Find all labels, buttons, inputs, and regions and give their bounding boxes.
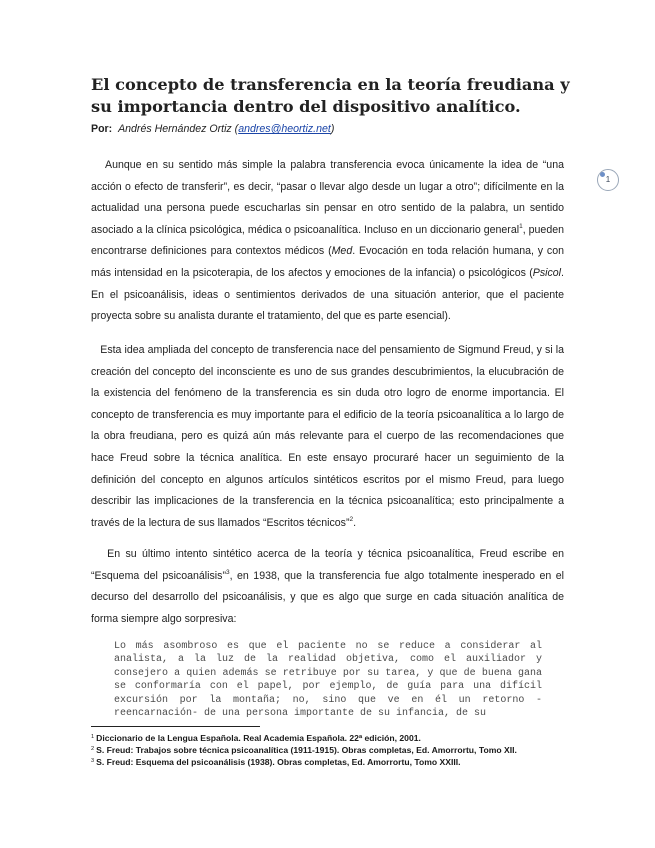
footnote-ref-1[interactable]: 1 xyxy=(519,222,523,230)
page-number-badge-icon[interactable] xyxy=(597,169,619,191)
footnote-2-number: 2 xyxy=(91,746,95,752)
paragraph-1-text-d: . En el psicoanálisis, ideas o sentimientos derivados de una situación anterior, que el paciente proyecta sobre su analista durante el tratamiento, del que es parte esencial). xyxy=(91,266,564,323)
footnote-1-text: Diccionario de la Lengua Española. Real Academia Española. 22ª edición, 2001. xyxy=(96,733,421,743)
byline-close: ) xyxy=(330,123,335,135)
block-quote: Lo más asombroso es que el paciente no se reduce a considerar al analista, a la luz de la realidad objetiva, como el auxiliador y consejero a quien además se retribuye por su tarea, y que de buena gana se conformaría con el papel, por ejemplo, de guía para una difícil excursión por la montaña; no, sino que ve en él un retorno -reencarnación- de una persona importante de su infancia, de su xyxy=(114,641,542,720)
paragraph-2-text-b: . xyxy=(353,516,357,529)
footnote-3-text: S. Freud: Esquema del psicoanálisis (1938). Obras completas, Ed. Amorrortu, Tomo XXIII. xyxy=(96,757,461,767)
byline xyxy=(91,122,334,136)
paragraph-1-em-psicol: Psicol xyxy=(532,266,562,279)
footnote-2-text: S. Freud: Trabajos sobre técnica psicoanalítica (1911-1915). Obras completas, Ed. Amorrortu, Tomo XII. xyxy=(96,745,517,755)
footnote-3-number: 3 xyxy=(91,758,95,764)
paragraph-1-text-b: , pueden encontrarse definiciones para contextos médicos ( xyxy=(91,223,565,258)
paragraph-2-text-a: Esta idea ampliada del concepto de transferencia nace del pensamiento de Sigmund Freud, y si la creación del concepto del inconsciente es uno de sus grandes descubrimientos, la elucubración de la existencia del fenómeno de la transferencia es sin duda otro logro de enorme importancia. El concepto de transferencia es muy importante para el edificio de la teoría psicoanalítica a lo largo de la obra freudiana, pero es quizá aún más relevante para el cuerpo de las recomendaciones que hace Freud sobre la técnica analítica. En este ensayo procuraré hacer un seguimiento de la definición del concepto en algunos artículos sintéticos escritos por el mismo Freud, para luego describir las implicaciones de la transferencia en la técnica psicoanalítica; esto principalmente a través de la lectura de sus llamados “Escritos técnicos” xyxy=(91,344,564,529)
author-email-link[interactable]: andres@heortiz.net xyxy=(238,123,331,135)
footnote-1-number: 1 xyxy=(91,734,95,740)
paragraph-3-text-b: , en 1938, que la transferencia fue algo totalmente inesperado en el decurso del desarrollo del psicoanálisis, y que es algo que surge en cada situación analítica de forma siempre algo sorpresiva: xyxy=(91,569,564,625)
footnote-ref-2[interactable]: 2 xyxy=(349,515,354,523)
footnote-divider xyxy=(91,726,260,727)
byline-label: Por: xyxy=(91,123,113,135)
footnotes xyxy=(91,732,561,768)
footnote-3 xyxy=(91,756,561,768)
byline-author: Andrés Hernández Ortiz ( xyxy=(118,123,239,135)
footnote-1 xyxy=(91,732,561,744)
document-title: El concepto de transferencia en la teoría freudiana y su importancia dentro del dispositivo analítico. xyxy=(91,75,570,116)
paragraph-3 xyxy=(91,544,564,630)
paragraph-1-em-med: Med xyxy=(331,245,353,258)
paragraph-2 xyxy=(91,340,564,534)
paragraph-1-text-c: . Evocación en toda relación humana, y con más intensidad en la psicoterapia, de los afectos y emociones de la infancia) o psicológicos ( xyxy=(91,245,564,279)
footnote-ref-3[interactable]: 3 xyxy=(225,568,230,576)
footnote-2 xyxy=(91,744,561,756)
paragraph-1-text-a: Aunque en su sentido más simple la palabra transferencia evoca únicamente la idea de “una acción o efecto de transferir”, es decir, “pasar o llevar algo desde un lugar a otro”; difícilmente en la actualidad una persona puede escucharlas sin pensar en otro sentido de la palabra, un sentido asociado a la clínica psicológica, médica o psicoanalítica. Incluso en un diccionario general xyxy=(91,159,564,236)
paragraph-3-text-a: En su último intento sintético acerca de la teoría y técnica psicoanalítica, Freud escribe en “Esquema del psicoanálisis” xyxy=(91,548,564,582)
paragraph-1 xyxy=(91,155,564,328)
page-number: 1 xyxy=(605,175,611,184)
